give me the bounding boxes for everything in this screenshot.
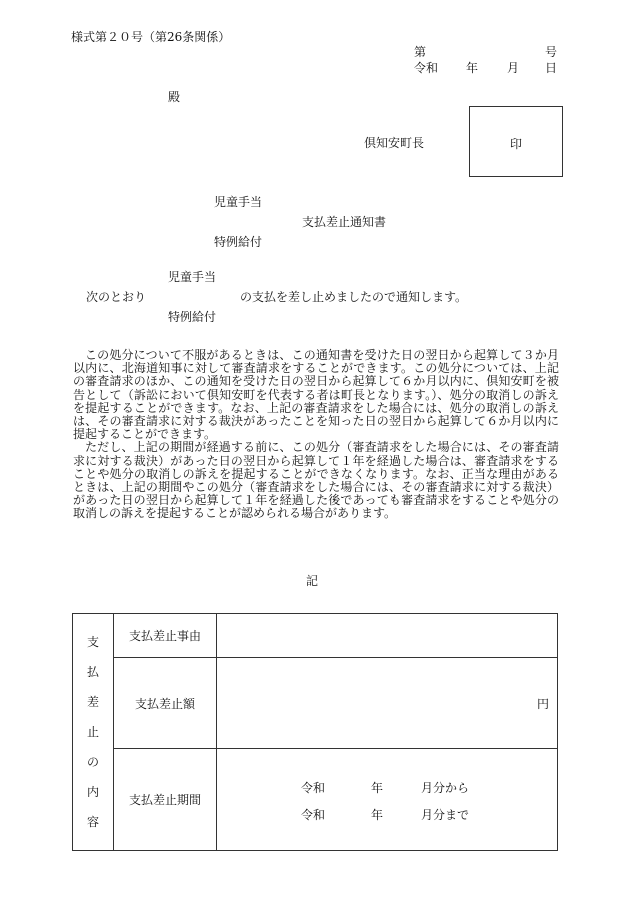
date-era: 令和 — [414, 61, 439, 75]
ki-heading: 記 — [306, 574, 319, 588]
appeal-paragraph-2: ただし、上記の期間が経過する前に、この処分（審査請求をした場合には、その審査請求に対する裁決）があった日の翌日から起算して１年を経過した場合は、審査請求をすることや処分の取消しの訴えを提起することができなくなります。なお、正当な理由があるときは、上記の期間やこの処分（審査請求をした場合には、その審査請求に対する裁決）があった日の翌日から起算して１年を経過した後であっても審査請求をすることや処分の取消しの訴えを提起することが認められる場合があります。 — [73, 440, 559, 521]
doc-number-prefix: 第 — [414, 45, 427, 59]
notice-child-allowance: 児童手当 — [168, 270, 217, 284]
date-day: 日 — [545, 61, 558, 75]
document-title: 支払差止通知書 — [302, 215, 387, 229]
period-to-year: 年 — [371, 808, 384, 822]
vertical-char: 差 — [86, 695, 99, 709]
period-from-year: 年 — [371, 781, 384, 795]
vertical-heading — [73, 614, 114, 851]
yen-unit: 円 — [536, 696, 549, 711]
date-year: 年 — [466, 61, 479, 75]
notice-suffix: の支払を差し止めましたので通知します。 — [240, 290, 468, 304]
period-from-month: 月分から — [421, 781, 470, 795]
reason-label: 支払差止事由 — [114, 614, 217, 658]
title-special-benefit: 特例給付 — [214, 235, 263, 249]
vertical-char: 内 — [86, 785, 99, 799]
period-value-cell[interactable] — [217, 749, 558, 851]
seal-box — [469, 106, 563, 177]
notice-prefix: 次のとおり — [86, 290, 147, 304]
period-label: 支払差止期間 — [114, 749, 217, 851]
vertical-char: 止 — [86, 725, 99, 739]
vertical-char: 払 — [86, 665, 99, 679]
doc-number-suffix: 号 — [545, 45, 558, 59]
vertical-char: の — [86, 755, 99, 769]
suspension-details-table — [72, 613, 558, 851]
form-number: 様式第２０号（第26条関係） — [71, 30, 231, 44]
period-from-era: 令和 — [301, 781, 326, 795]
date-month: 月 — [507, 61, 520, 75]
amount-label: 支払差止額 — [114, 658, 217, 749]
appeal-paragraph-1: この処分について不服があるときは、この通知書を受けた日の翌日から起算して３か月以内に、北海道知事に対して審査請求をすることができます。この処分については、上記の審査請求のほか、この通知を受けた日の翌日から起算して６か月以内に、倶知安町を被告として（訴訟において倶知安町を代表する者は町長となります。）、処分の取消しの訴えを提起することができます。なお、上記の審査請求をした場合には、処分の取消しの訴えは、その審査請求に対する裁決があったことを知った日の翌日から起算して６か月以内に提起することができます。 — [73, 348, 559, 442]
issuer-name: 倶知安町長 — [364, 136, 425, 150]
title-child-allowance: 児童手当 — [214, 195, 263, 209]
period-to-month: 月分まで — [421, 808, 470, 822]
notice-special-benefit: 特例給付 — [168, 310, 217, 324]
amount-value-cell[interactable] — [217, 658, 558, 749]
vertical-char: 容 — [86, 815, 99, 829]
reason-value-cell[interactable] — [217, 614, 558, 658]
appeal-instructions — [73, 349, 559, 521]
seal-label: 印 — [509, 137, 522, 151]
addressee-honorific: 殿 — [168, 90, 181, 104]
vertical-char: 支 — [86, 635, 99, 649]
period-to-era: 令和 — [301, 808, 326, 822]
